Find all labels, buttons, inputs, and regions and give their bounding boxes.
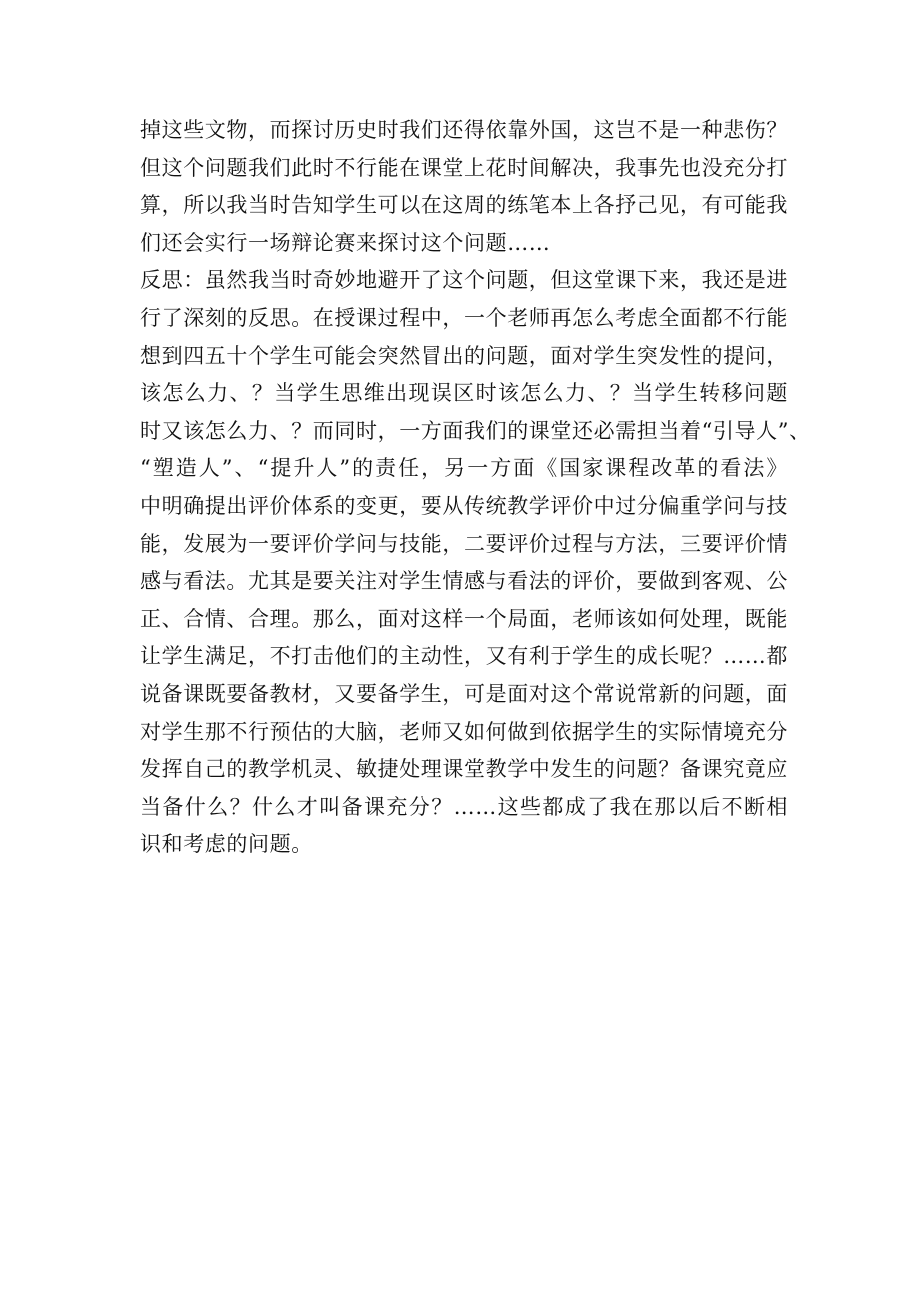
text-line: 反思：虽然我当时奇妙地避开了这个问题，但这堂课下来，我还是进 (140, 268, 788, 293)
text-line: 说备课既要备教材，又要备学生，可是面对这个常说常新的问题，面 (140, 681, 788, 706)
text-line: 能，发展为一要评价学问与技能，二要评价过程与方法，三要评价情 (140, 531, 788, 556)
text-line: 时又该怎么力、？而同时，一方面我们的课堂还必需担当着“引导人”、 (140, 418, 811, 443)
text-line: 算，所以我当时告知学生可以在这周的练笔本上各抒己见，有可能我 (140, 193, 788, 218)
text-line: 当备什么？什么才叫备课充分？……这些都成了我在那以后不断相 (140, 794, 788, 819)
body-text (140, 112, 811, 864)
text-line: 感与看法。尤其是要关注对学生情感与看法的评价，要做到客观、公 (140, 569, 788, 594)
text-line: 对学生那不行预估的大脑，老师又如何做到依据学生的实际情境充分 (140, 719, 788, 744)
text-line: “塑造人”、“提升人”的责任，另一方面《国家课程改革的看法》 (140, 456, 788, 481)
text-line: 识和考虑的问题。 (140, 832, 313, 857)
text-line: 中明确提出评价体系的变更，要从传统教学评价中过分偏重学问与技 (140, 493, 788, 518)
text-line: 但这个问题我们此时不行能在课堂上花时间解决，我事先也没充分打 (140, 155, 788, 180)
text-line: 正、合情、合理。那么，面对这样一个局面，老师该如何处理，既能 (140, 606, 788, 631)
text-line: 们还会实行一场辩论赛来探讨这个问题…… (140, 230, 551, 255)
text-line: 掉这些文物，而探讨历史时我们还得依靠外国，这岂不是一种悲伤？ (140, 118, 788, 142)
text-line: 让学生满足，不打击他们的主动性，又有利于学生的成长呢？……都 (140, 644, 788, 669)
text-line: 想到四五十个学生可能会突然冒出的问题，面对学生突发性的提问， (140, 343, 788, 368)
text-line: 该怎么力、？当学生思维出现误区时该怎么力、？当学生转移问题 (140, 381, 788, 406)
text-line: 行了深刻的反思。在授课过程中，一个老师再怎么考虑全面都不行能 (140, 305, 788, 330)
text-line: 发挥自己的教学机灵、敏捷处理课堂教学中发生的问题？备课究竟应 (140, 757, 788, 782)
